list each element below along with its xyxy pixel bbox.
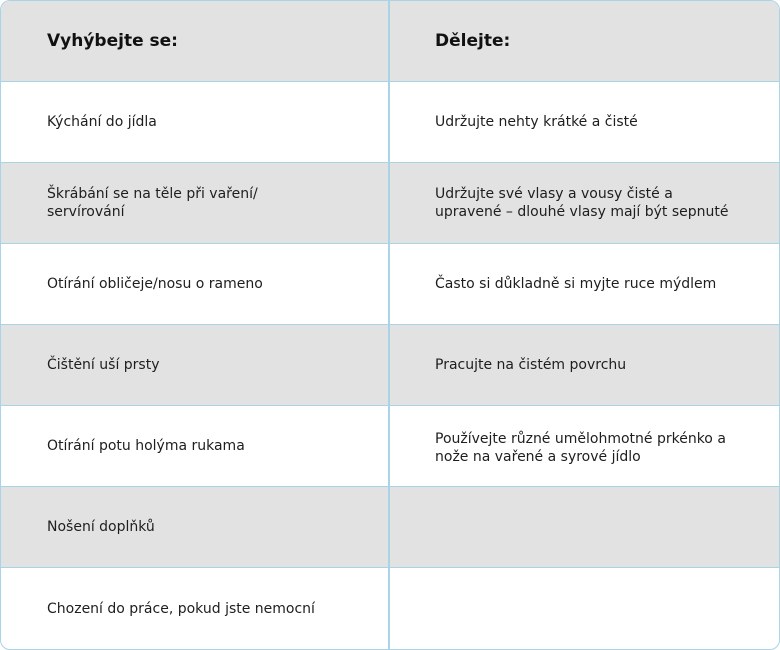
header-do-label: Dělejte: [435,31,511,51]
avoid-cell-7 [1,568,390,649]
header-avoid-label: Vyhýbejte se: [47,31,178,51]
avoid-text-4: Čištění uší prsty [47,357,160,373]
avoid-cell-6 [1,487,390,568]
do-cell-2 [390,163,779,244]
do-text-3: Často si důkladně si myjte ruce mýdlem [435,276,717,292]
do-cell-7 [390,568,779,649]
avoid-cell-4 [1,325,390,406]
do-text-4: Pracujte na čistém povrchu [435,357,627,373]
avoid-text-5: Otírání potu holýma rukama [47,438,245,454]
avoid-cell-3 [1,244,390,325]
do-text-5: Používejte různé umělohmotné prkénko a nože na vařené a syrové jídlo [435,431,726,465]
avoid-text-6: Nošení doplňků [47,519,155,535]
avoid-cell-1 [1,82,390,163]
do-cell-4 [390,325,779,406]
avoid-cell-2 [1,163,390,244]
avoid-text-1: Kýchání do jídla [47,114,157,130]
do-text-2: Udržujte své vlasy a vousy čisté a upravené – dlouhé vlasy mají být sepnuté [435,186,729,220]
avoid-cell-5 [1,406,390,487]
avoid-text-7: Chození do práce, pokud jste nemocní [47,600,315,617]
do-cell-3 [390,244,779,325]
do-cell-6 [390,487,779,568]
avoid-text-3: Otírání obličeje/nosu o rameno [47,276,263,292]
do-cell-1 [390,82,779,163]
header-do [390,1,779,82]
do-text-1: Udržujte nehty krátké a čisté [435,114,638,130]
avoid-text-2: Škrábání se na těle při vaření/ servírování [47,186,258,220]
do-cell-5 [390,406,779,487]
hygiene-table-grid [1,1,779,649]
header-avoid [1,1,390,82]
